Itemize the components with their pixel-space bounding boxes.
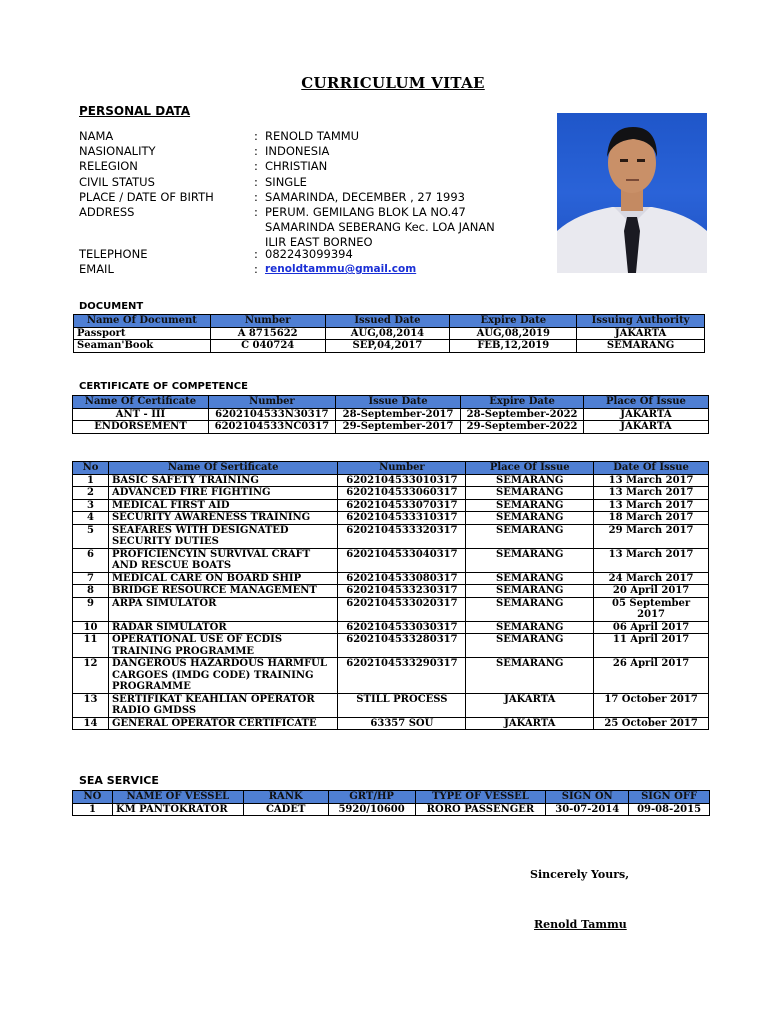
table-cell: ENDORSEMENT xyxy=(73,421,209,434)
table-cell: 6202104533060317 xyxy=(338,487,466,500)
coc-heading: CERTIFICATE OF COMPETENCE xyxy=(79,381,248,392)
table-row xyxy=(73,658,709,694)
table-cell: 11 xyxy=(73,634,109,658)
personal-label: TELEPHONE xyxy=(79,247,148,261)
table-cell: SEMARANG xyxy=(466,658,594,694)
table-cell: 29 March 2017 xyxy=(594,524,709,548)
table-cell: ADVANCED FIRE FIGHTING xyxy=(108,487,337,500)
table-cell: SEMARANG xyxy=(466,634,594,658)
column-header: SIGN ON xyxy=(546,791,629,804)
table-cell: AUG,08,2019 xyxy=(450,327,577,340)
table-cell: 6202104533020317 xyxy=(338,597,466,621)
table-cell: CADET xyxy=(243,803,328,816)
column-header: Expire Date xyxy=(450,315,577,328)
table-cell: GENERAL OPERATOR CERTIFICATE xyxy=(108,717,337,730)
table-cell: A 8715622 xyxy=(210,327,325,340)
table-cell: 29-September-2017 xyxy=(335,421,460,434)
table-cell: 6202104533230317 xyxy=(338,585,466,598)
table-cell: 05 September 2017 xyxy=(594,597,709,621)
table-row xyxy=(73,634,709,658)
table-cell: 26 April 2017 xyxy=(594,658,709,694)
table-cell: SEMARANG xyxy=(466,499,594,512)
table-header-row xyxy=(73,396,709,409)
person-portrait-icon xyxy=(557,113,707,273)
personal-colon: : xyxy=(254,129,258,143)
column-header: TYPE OF VESSEL xyxy=(415,791,546,804)
page-title: CURRICULUM VITAE xyxy=(301,74,485,92)
table-cell: SEMARANG xyxy=(466,548,594,572)
document-table xyxy=(73,314,705,353)
table-cell: MEDICAL CARE ON BOARD SHIP xyxy=(108,572,337,585)
table-cell: SERTIFIKAT KEAHLIAN OPERATOR RADIO GMDSS xyxy=(108,693,337,717)
table-cell: 7 xyxy=(73,572,109,585)
column-header: NAME OF VESSEL xyxy=(112,791,243,804)
document-heading: DOCUMENT xyxy=(79,301,144,312)
table-cell: 28-September-2017 xyxy=(335,408,460,421)
table-cell: 20 April 2017 xyxy=(594,585,709,598)
column-header: Issue Date xyxy=(335,396,460,409)
table-cell: Passport xyxy=(74,327,211,340)
table-cell: 13 March 2017 xyxy=(594,548,709,572)
table-cell: 3 xyxy=(73,499,109,512)
table-row xyxy=(73,499,709,512)
table-cell: 24 March 2017 xyxy=(594,572,709,585)
table-cell: 18 March 2017 xyxy=(594,512,709,525)
table-cell: OPERATIONAL USE OF ECDIS TRAINING PROGRAMME xyxy=(108,634,337,658)
table-cell: SEMARANG xyxy=(466,512,594,525)
table-cell: 28-September-2022 xyxy=(461,408,584,421)
certificates-table xyxy=(72,461,709,730)
personal-label: EMAIL xyxy=(79,262,114,276)
table-cell: KM PANTOKRATOR xyxy=(112,803,243,816)
personal-value: RENOLD TAMMU xyxy=(265,129,360,143)
table-cell: 09-08-2015 xyxy=(629,803,710,816)
profile-photo xyxy=(557,113,707,273)
table-cell: 6202104533040317 xyxy=(338,548,466,572)
table-row xyxy=(73,524,709,548)
column-header: No xyxy=(73,462,109,475)
table-cell: ARPA SIMULATOR xyxy=(108,597,337,621)
table-row xyxy=(73,621,709,634)
table-cell: SEMARANG xyxy=(466,487,594,500)
table-row xyxy=(73,512,709,525)
table-row xyxy=(73,487,709,500)
personal-colon: : xyxy=(254,262,258,276)
table-cell: STILL PROCESS xyxy=(338,693,466,717)
table-row xyxy=(74,327,705,340)
table-cell: 13 March 2017 xyxy=(594,499,709,512)
table-cell: SEMARANG xyxy=(577,340,705,353)
table-cell: 6202104533280317 xyxy=(338,634,466,658)
table-cell: 25 October 2017 xyxy=(594,717,709,730)
table-cell: 10 xyxy=(73,621,109,634)
column-header: RANK xyxy=(243,791,328,804)
table-cell: PROFICIENCYIN SURVIVAL CRAFT AND RESCUE BOATS xyxy=(108,548,337,572)
column-header: Issued Date xyxy=(325,315,450,328)
table-cell: 13 March 2017 xyxy=(594,474,709,487)
column-header: Number xyxy=(210,315,325,328)
table-cell: 2 xyxy=(73,487,109,500)
table-row xyxy=(73,421,709,434)
personal-label: PLACE / DATE OF BIRTH xyxy=(79,190,214,204)
table-header-row xyxy=(73,462,709,475)
table-cell: SEMARANG xyxy=(466,597,594,621)
table-cell: SEAFARES WITH DESIGNATED SECURITY DUTIES xyxy=(108,524,337,548)
table-row xyxy=(73,597,709,621)
table-cell: 13 March 2017 xyxy=(594,487,709,500)
personal-colon: : xyxy=(254,175,258,189)
personal-value: SAMARINDA, DECEMBER , 27 1993 xyxy=(265,190,465,204)
personal-colon: : xyxy=(254,190,258,204)
table-cell: JAKARTA xyxy=(466,717,594,730)
table-cell: JAKARTA xyxy=(466,693,594,717)
personal-label: NAMA xyxy=(79,129,114,143)
address-line: ILIR EAST BORNEO xyxy=(265,235,373,249)
table-cell: SEMARANG xyxy=(466,572,594,585)
personal-colon: : xyxy=(254,205,258,219)
column-header: Issuing Authority xyxy=(577,315,705,328)
table-cell: 11 April 2017 xyxy=(594,634,709,658)
table-row xyxy=(73,693,709,717)
table-cell: 29-September-2022 xyxy=(461,421,584,434)
table-cell: 17 October 2017 xyxy=(594,693,709,717)
personal-value: 082243099394 xyxy=(265,247,353,261)
table-header-row xyxy=(73,791,710,804)
table-cell: 6202104533080317 xyxy=(338,572,466,585)
table-cell: 6202104533320317 xyxy=(338,524,466,548)
table-cell: Seaman'Book xyxy=(74,340,211,353)
personal-label: CIVIL STATUS xyxy=(79,175,155,189)
table-row xyxy=(73,803,710,816)
table-cell: 6202104533NC0317 xyxy=(208,421,335,434)
table-cell: 6202104533010317 xyxy=(338,474,466,487)
column-header: Name Of Certificate xyxy=(73,396,209,409)
column-header: Name Of Document xyxy=(74,315,211,328)
table-cell: 63357 SOU xyxy=(338,717,466,730)
personal-colon: : xyxy=(254,159,258,173)
table-cell: JAKARTA xyxy=(577,327,705,340)
column-header: SIGN OFF xyxy=(629,791,710,804)
table-cell: JAKARTA xyxy=(583,421,708,434)
table-cell: FEB,12,2019 xyxy=(450,340,577,353)
table-cell: 9 xyxy=(73,597,109,621)
table-row xyxy=(73,548,709,572)
column-header: Date Of Issue xyxy=(594,462,709,475)
personal-data-heading: PERSONAL DATA xyxy=(79,104,191,118)
column-header: Place Of Issue xyxy=(583,396,708,409)
table-cell: 6202104533310317 xyxy=(338,512,466,525)
table-cell: BASIC SAFETY TRAINING xyxy=(108,474,337,487)
email-link[interactable]: renoldtammu@gmail.com xyxy=(265,263,417,275)
table-cell: AUG,08,2014 xyxy=(325,327,450,340)
table-cell: 5 xyxy=(73,524,109,548)
personal-value: PERUM. GEMILANG BLOK LA NO.47 xyxy=(265,205,466,219)
table-cell: 6202104533030317 xyxy=(338,621,466,634)
sea-service-table xyxy=(72,790,710,816)
table-cell: JAKARTA xyxy=(583,408,708,421)
table-row xyxy=(74,340,705,353)
table-row xyxy=(73,408,709,421)
table-cell: SEMARANG xyxy=(466,474,594,487)
table-row xyxy=(73,474,709,487)
table-cell: 13 xyxy=(73,693,109,717)
table-cell: SECURITY AWARENESS TRAINING xyxy=(108,512,337,525)
table-cell: DANGEROUS HAZARDOUS HARMFUL CARGOES (IMDG CODE) TRAINING PROGRAMME xyxy=(108,658,337,694)
personal-value: INDONESIA xyxy=(265,144,330,158)
personal-label: NASIONALITY xyxy=(79,144,156,158)
table-cell: SEP,04,2017 xyxy=(325,340,450,353)
table-cell: 5920/10600 xyxy=(328,803,415,816)
column-header: Name Of Sertificate xyxy=(108,462,337,475)
table-cell: 1 xyxy=(73,474,109,487)
table-header-row xyxy=(74,315,705,328)
personal-label: RELEGION xyxy=(79,159,138,173)
table-cell: SEMARANG xyxy=(466,621,594,634)
table-row xyxy=(73,572,709,585)
column-header: NO xyxy=(73,791,113,804)
personal-label: ADDRESS xyxy=(79,205,135,219)
table-cell: 1 xyxy=(73,803,113,816)
personal-colon: : xyxy=(254,247,258,261)
column-header: Number xyxy=(208,396,335,409)
table-cell: 4 xyxy=(73,512,109,525)
table-cell: SEMARANG xyxy=(466,524,594,548)
column-header: GRT/HP xyxy=(328,791,415,804)
table-cell: 30-07-2014 xyxy=(546,803,629,816)
column-header: Place Of Issue xyxy=(466,462,594,475)
table-row xyxy=(73,717,709,730)
table-cell: 06 April 2017 xyxy=(594,621,709,634)
coc-table xyxy=(72,395,709,434)
personal-colon: : xyxy=(254,144,258,158)
table-cell: RADAR SIMULATOR xyxy=(108,621,337,634)
signature-name: Renold Tammu xyxy=(534,918,627,931)
table-cell: 6 xyxy=(73,548,109,572)
column-header: Expire Date xyxy=(461,396,584,409)
personal-value: CHRISTIAN xyxy=(265,159,328,173)
sea-service-heading: SEA SERVICE xyxy=(79,774,159,787)
table-cell: 14 xyxy=(73,717,109,730)
table-row xyxy=(73,585,709,598)
column-header: Number xyxy=(338,462,466,475)
table-cell: RORO PASSENGER xyxy=(415,803,546,816)
closing-salutation: Sincerely Yours, xyxy=(530,868,630,881)
address-line: SAMARINDA SEBERANG Kec. LOA JANAN xyxy=(265,220,495,234)
table-cell: 6202104533290317 xyxy=(338,658,466,694)
table-cell: C 040724 xyxy=(210,340,325,353)
table-cell: ANT - III xyxy=(73,408,209,421)
personal-value: SINGLE xyxy=(265,175,307,189)
table-cell: MEDICAL FIRST AID xyxy=(108,499,337,512)
table-cell: 8 xyxy=(73,585,109,598)
table-cell: 6202104533070317 xyxy=(338,499,466,512)
table-cell: SEMARANG xyxy=(466,585,594,598)
table-cell: 12 xyxy=(73,658,109,694)
table-cell: BRIDGE RESOURCE MANAGEMENT xyxy=(108,585,337,598)
table-cell: 6202104533N30317 xyxy=(208,408,335,421)
